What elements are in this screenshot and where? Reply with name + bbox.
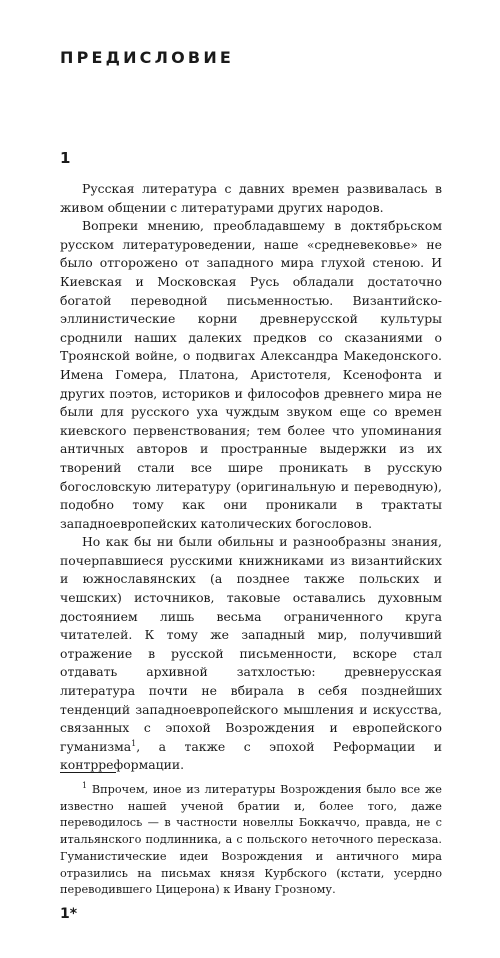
- footnote-reference: 1: [131, 738, 137, 748]
- footnote: [60, 782, 442, 899]
- section-number: 1: [60, 149, 71, 167]
- paragraph-2: Вопреки мнению, преобладавшему в доктябрьском русском литературоведении, наше «средневековье» не было отгорожено от западного мира глухой стеною. И Киевская и Московская Русь обладали достаточно богатой переводной письменностью. Византийско-эллинистические корни древнерусской культуры сроднили наших далеких предков со сказаниями о Троянской войне, о подвигах Александра Македонского. Имена Гомера, Платона, Аристотеля, Ксенофонта и других поэтов, историков и философов древнего мира не были для русского уха чуждым звуком еще со времен киевского первенствования; тем более что упоминания античных авторов и пространные выдержки из их творений стали все шире проникать в русскую богословскую литературу (оригинальную и переводную), подобно тому как они проникали в трактаты западноевропейских католических богословов.: [60, 218, 442, 531]
- paragraph-3-text: Но как бы ни были обильны и разнообразны знания, почерпавшиеся русскими книжниками из византийских и южнославянских (а позднее также польских и чешских) источников, таковые оставались духовным достоянием лишь весьма ограниченного круга читателей. К тому же западный мир, получивший отражение в русской письменности, вскоре стал отдавать архивной затхлостью: древнерусская литература почти не вбирала в себя позднейших тенденций западноевропейского мышления и искусства, связанных с эпохой Возрождения и европейского гуманизма: [60, 534, 442, 754]
- paragraph-3: [60, 533, 442, 775]
- main-text: [60, 180, 442, 775]
- paragraph-1: Русская литература с давних времен развивалась в живом общении с литературами других народов.: [60, 181, 442, 215]
- page-title: ПРЕДИСЛОВИЕ: [60, 48, 235, 67]
- footnote-text: Впрочем, иное из литературы Возрождения было все же известно нашей ученой братии и, более того, даже переводилось — в частности новеллы Боккаччо, правда, не с итальянского подлинника, а с польского неточного пересказа. Гуманистические идеи Возрождения и античного мира отразились на письмах князя Курбского (кстати, усердно переводившего Цицерона) к Ивану Грозному.: [60, 783, 442, 897]
- printer-signature-mark: 1*: [60, 906, 78, 922]
- paragraph-3-tail: , а также с эпохой Реформации и контрреформации.: [60, 738, 442, 773]
- footnote-divider: [60, 772, 116, 773]
- footnote-marker: 1: [82, 781, 88, 790]
